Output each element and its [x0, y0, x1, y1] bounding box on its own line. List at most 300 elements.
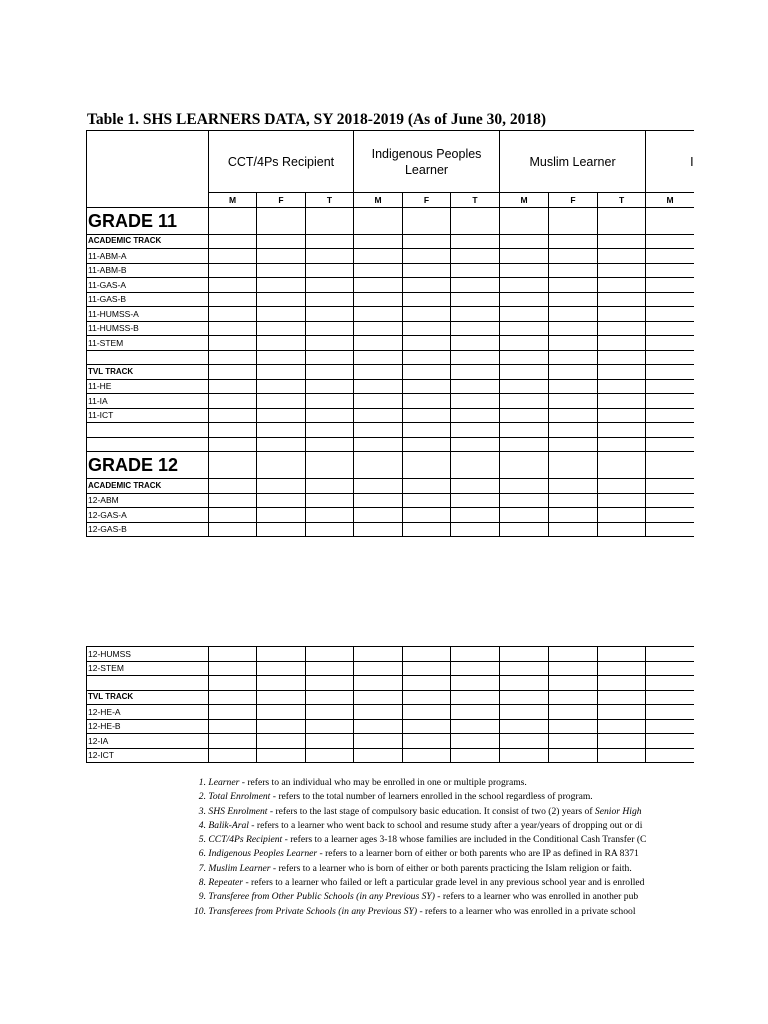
data-cell[interactable] — [403, 661, 451, 676]
data-cell[interactable] — [500, 307, 549, 322]
data-cell[interactable] — [451, 234, 500, 249]
data-cell[interactable] — [549, 365, 598, 380]
data-cell[interactable] — [549, 493, 598, 508]
data-cell[interactable] — [500, 734, 549, 749]
data-cell[interactable] — [549, 394, 598, 409]
data-cell[interactable] — [257, 676, 306, 691]
data-cell[interactable] — [403, 365, 451, 380]
data-cell[interactable] — [646, 394, 694, 409]
note-term-extra: Senior High — [594, 805, 642, 817]
data-cell[interactable] — [598, 207, 646, 234]
data-cell[interactable] — [500, 437, 549, 452]
data-cell[interactable] — [354, 292, 403, 307]
data-cell[interactable] — [451, 508, 500, 523]
data-cell[interactable] — [598, 234, 646, 249]
data-cell[interactable] — [500, 394, 549, 409]
data-cell[interactable] — [500, 292, 549, 307]
data-cell[interactable] — [209, 452, 257, 479]
data-cell[interactable] — [306, 676, 354, 691]
data-cell[interactable] — [598, 379, 646, 394]
data-cell[interactable] — [500, 234, 549, 249]
data-cell[interactable] — [451, 705, 500, 720]
data-cell[interactable] — [403, 321, 451, 336]
data-cell[interactable] — [257, 278, 306, 293]
data-cell[interactable] — [598, 522, 646, 537]
data-cell[interactable] — [306, 647, 354, 662]
data-cell[interactable] — [598, 479, 646, 494]
data-cell[interactable] — [549, 408, 598, 423]
data-cell[interactable] — [209, 234, 257, 249]
data-cell[interactable] — [209, 321, 257, 336]
data-cell[interactable] — [403, 379, 451, 394]
data-cell[interactable] — [257, 408, 306, 423]
data-cell[interactable] — [549, 508, 598, 523]
data-cell[interactable] — [354, 278, 403, 293]
data-cell[interactable] — [354, 207, 403, 234]
data-cell[interactable] — [209, 336, 257, 351]
data-cell[interactable] — [354, 479, 403, 494]
data-cell[interactable] — [257, 661, 306, 676]
data-cell[interactable] — [354, 661, 403, 676]
data-cell[interactable] — [598, 307, 646, 322]
data-cell[interactable] — [500, 522, 549, 537]
data-cell[interactable] — [598, 734, 646, 749]
sex-column-label: F — [257, 193, 306, 208]
data-cell[interactable] — [209, 493, 257, 508]
data-cell[interactable] — [646, 734, 695, 749]
data-cell[interactable] — [354, 249, 403, 264]
data-cell[interactable] — [646, 690, 695, 705]
data-grid — [86, 130, 694, 537]
data-cell[interactable] — [403, 748, 451, 763]
data-cell[interactable] — [403, 423, 451, 438]
data-cell[interactable] — [549, 437, 598, 452]
data-cell[interactable] — [403, 647, 451, 662]
data-cell[interactable] — [500, 379, 549, 394]
data-cell[interactable] — [500, 661, 549, 676]
data-cell[interactable] — [451, 452, 500, 479]
data-cell[interactable] — [403, 493, 451, 508]
data-cell[interactable] — [646, 263, 694, 278]
data-cell[interactable] — [306, 249, 354, 264]
data-cell[interactable] — [451, 408, 500, 423]
data-cell[interactable] — [403, 437, 451, 452]
data-cell[interactable] — [646, 207, 694, 234]
data-cell[interactable] — [306, 690, 354, 705]
data-cell[interactable] — [306, 437, 354, 452]
data-cell[interactable] — [646, 249, 694, 264]
data-cell[interactable] — [257, 379, 306, 394]
data-cell[interactable] — [403, 292, 451, 307]
data-cell[interactable] — [500, 452, 549, 479]
data-cell[interactable] — [257, 719, 306, 734]
data-cell[interactable] — [451, 394, 500, 409]
data-cell[interactable] — [549, 647, 598, 662]
data-cell[interactable] — [646, 705, 695, 720]
data-cell[interactable] — [354, 676, 403, 691]
data-cell[interactable] — [209, 661, 257, 676]
data-cell[interactable] — [500, 479, 549, 494]
data-cell[interactable] — [354, 522, 403, 537]
data-cell[interactable] — [598, 249, 646, 264]
data-cell[interactable] — [598, 350, 646, 365]
data-cell[interactable] — [500, 705, 549, 720]
data-cell[interactable] — [549, 336, 598, 351]
data-cell[interactable] — [257, 423, 306, 438]
data-cell[interactable] — [451, 748, 500, 763]
data-cell[interactable] — [549, 690, 598, 705]
data-cell[interactable] — [403, 479, 451, 494]
data-cell[interactable] — [354, 734, 403, 749]
data-cell[interactable] — [451, 719, 500, 734]
data-cell[interactable] — [500, 719, 549, 734]
data-cell[interactable] — [549, 379, 598, 394]
data-cell[interactable] — [646, 522, 694, 537]
data-cell[interactable] — [306, 705, 354, 720]
data-cell[interactable] — [646, 508, 694, 523]
data-cell[interactable] — [646, 379, 694, 394]
data-cell[interactable] — [209, 690, 257, 705]
data-cell[interactable] — [209, 734, 257, 749]
data-cell[interactable] — [646, 748, 695, 763]
data-cell[interactable] — [500, 408, 549, 423]
data-cell[interactable] — [257, 263, 306, 278]
data-cell[interactable] — [257, 365, 306, 380]
data-cell[interactable] — [500, 748, 549, 763]
row-label — [87, 437, 209, 452]
data-cell[interactable] — [257, 437, 306, 452]
data-cell[interactable] — [646, 479, 694, 494]
data-cell[interactable] — [598, 336, 646, 351]
data-cell[interactable] — [646, 452, 694, 479]
data-cell[interactable] — [549, 292, 598, 307]
data-cell[interactable] — [598, 647, 646, 662]
data-cell[interactable] — [209, 350, 257, 365]
data-cell[interactable] — [354, 365, 403, 380]
data-cell[interactable] — [257, 647, 306, 662]
data-cell[interactable] — [354, 350, 403, 365]
data-cell[interactable] — [549, 676, 598, 691]
data-cell[interactable] — [451, 734, 500, 749]
data-cell[interactable] — [549, 207, 598, 234]
data-cell[interactable] — [451, 479, 500, 494]
data-cell[interactable] — [257, 336, 306, 351]
data-cell[interactable] — [500, 278, 549, 293]
data-cell[interactable] — [306, 394, 354, 409]
data-cell[interactable] — [209, 437, 257, 452]
data-cell[interactable] — [451, 365, 500, 380]
data-cell[interactable] — [306, 321, 354, 336]
data-cell[interactable] — [306, 479, 354, 494]
data-cell[interactable] — [549, 748, 598, 763]
data-cell[interactable] — [451, 278, 500, 293]
data-cell[interactable] — [500, 676, 549, 691]
data-cell[interactable] — [549, 234, 598, 249]
data-cell[interactable] — [549, 705, 598, 720]
data-cell[interactable] — [403, 234, 451, 249]
data-cell[interactable] — [403, 307, 451, 322]
data-cell[interactable] — [646, 350, 694, 365]
data-cell[interactable] — [598, 437, 646, 452]
data-cell[interactable] — [500, 336, 549, 351]
data-cell[interactable] — [451, 522, 500, 537]
data-cell[interactable] — [257, 493, 306, 508]
data-cell[interactable] — [354, 493, 403, 508]
data-cell[interactable] — [598, 493, 646, 508]
data-cell[interactable] — [646, 676, 695, 691]
data-cell[interactable] — [598, 278, 646, 293]
data-cell[interactable] — [354, 394, 403, 409]
data-cell[interactable] — [403, 350, 451, 365]
data-cell[interactable] — [257, 690, 306, 705]
data-cell[interactable] — [209, 423, 257, 438]
data-cell[interactable] — [451, 321, 500, 336]
data-cell[interactable] — [598, 365, 646, 380]
data-cell[interactable] — [403, 249, 451, 264]
data-cell[interactable] — [549, 249, 598, 264]
data-cell[interactable] — [354, 408, 403, 423]
data-cell[interactable] — [500, 423, 549, 438]
data-cell[interactable] — [451, 379, 500, 394]
data-cell[interactable] — [354, 234, 403, 249]
row-label: 12-HUMSS — [87, 647, 209, 662]
data-cell[interactable] — [306, 734, 354, 749]
data-cell[interactable] — [306, 379, 354, 394]
data-cell[interactable] — [549, 263, 598, 278]
data-cell[interactable] — [598, 423, 646, 438]
data-cell[interactable] — [209, 365, 257, 380]
data-cell[interactable] — [403, 336, 451, 351]
section-row — [87, 508, 695, 523]
data-cell[interactable] — [257, 452, 306, 479]
data-cell[interactable] — [549, 479, 598, 494]
data-cell[interactable] — [598, 263, 646, 278]
data-cell[interactable] — [646, 336, 694, 351]
data-cell[interactable] — [549, 307, 598, 322]
data-cell[interactable] — [306, 408, 354, 423]
data-cell[interactable] — [598, 705, 646, 720]
data-cell[interactable] — [598, 452, 646, 479]
data-cell[interactable] — [451, 292, 500, 307]
data-cell[interactable] — [306, 493, 354, 508]
data-cell[interactable] — [306, 661, 354, 676]
data-cell[interactable] — [257, 292, 306, 307]
data-cell[interactable] — [209, 479, 257, 494]
data-cell[interactable] — [598, 748, 646, 763]
data-cell[interactable] — [257, 321, 306, 336]
data-cell[interactable] — [257, 508, 306, 523]
data-cell[interactable] — [354, 379, 403, 394]
data-cell[interactable] — [451, 676, 500, 691]
data-cell[interactable] — [598, 508, 646, 523]
data-cell[interactable] — [257, 234, 306, 249]
data-cell[interactable] — [451, 249, 500, 264]
data-cell[interactable] — [257, 249, 306, 264]
data-cell[interactable] — [500, 263, 549, 278]
data-cell[interactable] — [209, 292, 257, 307]
data-cell[interactable] — [306, 207, 354, 234]
data-cell[interactable] — [403, 690, 451, 705]
data-cell[interactable] — [209, 307, 257, 322]
data-cell[interactable] — [209, 249, 257, 264]
section-row — [87, 336, 695, 351]
data-cell[interactable] — [209, 522, 257, 537]
data-cell[interactable] — [403, 408, 451, 423]
data-cell[interactable] — [209, 278, 257, 293]
data-cell[interactable] — [598, 676, 646, 691]
data-cell[interactable] — [403, 734, 451, 749]
data-cell[interactable] — [257, 522, 306, 537]
note-text: - refers to a learner who went back to school and resume study after a year/years of dropping out or di — [248, 819, 643, 831]
data-cell[interactable] — [209, 647, 257, 662]
data-cell[interactable] — [209, 408, 257, 423]
data-cell[interactable] — [257, 207, 306, 234]
data-cell[interactable] — [209, 379, 257, 394]
data-cell[interactable] — [257, 394, 306, 409]
data-cell[interactable] — [646, 321, 694, 336]
data-cell[interactable] — [354, 452, 403, 479]
data-cell[interactable] — [354, 336, 403, 351]
data-cell[interactable] — [549, 350, 598, 365]
data-cell[interactable] — [306, 307, 354, 322]
data-cell[interactable] — [549, 522, 598, 537]
data-cell[interactable] — [354, 423, 403, 438]
data-cell[interactable] — [451, 493, 500, 508]
data-cell[interactable] — [354, 719, 403, 734]
data-cell[interactable] — [598, 661, 646, 676]
data-cell[interactable] — [451, 207, 500, 234]
data-cell[interactable] — [209, 748, 257, 763]
data-cell[interactable] — [451, 647, 500, 662]
data-cell[interactable] — [354, 263, 403, 278]
data-cell[interactable] — [646, 719, 695, 734]
data-cell[interactable] — [646, 423, 694, 438]
data-cell[interactable] — [209, 263, 257, 278]
data-cell[interactable] — [646, 408, 694, 423]
data-cell[interactable] — [306, 292, 354, 307]
data-cell[interactable] — [354, 508, 403, 523]
data-cell[interactable] — [403, 676, 451, 691]
data-cell[interactable] — [354, 307, 403, 322]
row-label — [87, 350, 209, 365]
data-cell[interactable] — [598, 408, 646, 423]
data-cell[interactable] — [354, 647, 403, 662]
data-cell[interactable] — [646, 437, 694, 452]
data-cell[interactable] — [451, 336, 500, 351]
data-cell[interactable] — [598, 292, 646, 307]
data-cell[interactable] — [451, 263, 500, 278]
data-cell[interactable] — [306, 423, 354, 438]
data-cell[interactable] — [549, 719, 598, 734]
data-cell[interactable] — [646, 234, 694, 249]
data-cell[interactable] — [646, 307, 694, 322]
data-cell[interactable] — [403, 719, 451, 734]
data-cell[interactable] — [549, 423, 598, 438]
data-cell[interactable] — [257, 479, 306, 494]
data-cell[interactable] — [451, 437, 500, 452]
data-cell[interactable] — [209, 719, 257, 734]
data-cell[interactable] — [257, 350, 306, 365]
data-cell[interactable] — [549, 661, 598, 676]
data-cell[interactable] — [598, 321, 646, 336]
data-cell[interactable] — [500, 207, 549, 234]
data-cell[interactable] — [549, 278, 598, 293]
data-cell[interactable] — [403, 278, 451, 293]
data-cell[interactable] — [306, 336, 354, 351]
data-cell[interactable] — [257, 748, 306, 763]
data-cell[interactable] — [549, 734, 598, 749]
data-cell[interactable] — [354, 321, 403, 336]
data-cell[interactable] — [209, 508, 257, 523]
data-cell[interactable] — [306, 278, 354, 293]
data-cell[interactable] — [500, 321, 549, 336]
data-cell[interactable] — [257, 734, 306, 749]
data-cell[interactable] — [403, 394, 451, 409]
data-cell[interactable] — [403, 522, 451, 537]
data-cell[interactable] — [646, 661, 695, 676]
data-cell[interactable] — [451, 307, 500, 322]
data-cell[interactable] — [646, 493, 694, 508]
data-cell[interactable] — [209, 207, 257, 234]
data-cell[interactable] — [306, 263, 354, 278]
data-cell[interactable] — [646, 365, 694, 380]
data-cell[interactable] — [646, 292, 694, 307]
data-cell[interactable] — [403, 705, 451, 720]
data-cell[interactable] — [451, 661, 500, 676]
data-cell[interactable] — [549, 452, 598, 479]
data-cell[interactable] — [257, 307, 306, 322]
data-cell[interactable] — [500, 647, 549, 662]
data-cell[interactable] — [209, 676, 257, 691]
data-cell[interactable] — [500, 508, 549, 523]
data-cell[interactable] — [209, 705, 257, 720]
data-cell[interactable] — [403, 452, 451, 479]
data-cell[interactable] — [500, 350, 549, 365]
data-cell[interactable] — [500, 690, 549, 705]
data-cell[interactable] — [306, 452, 354, 479]
data-cell[interactable] — [500, 249, 549, 264]
data-cell[interactable] — [646, 647, 695, 662]
data-cell[interactable] — [500, 365, 549, 380]
data-cell[interactable] — [500, 493, 549, 508]
data-cell[interactable] — [354, 748, 403, 763]
data-cell[interactable] — [306, 350, 354, 365]
data-cell[interactable] — [306, 234, 354, 249]
data-cell[interactable] — [451, 350, 500, 365]
data-cell[interactable] — [306, 522, 354, 537]
data-cell[interactable] — [403, 508, 451, 523]
data-cell[interactable] — [598, 394, 646, 409]
data-cell[interactable] — [451, 690, 500, 705]
data-cell[interactable] — [549, 321, 598, 336]
data-cell[interactable] — [209, 394, 257, 409]
data-cell[interactable] — [403, 207, 451, 234]
data-cell[interactable] — [354, 437, 403, 452]
data-cell[interactable] — [598, 719, 646, 734]
sex-column-label: M — [646, 193, 694, 208]
data-cell[interactable] — [306, 365, 354, 380]
data-cell[interactable] — [257, 705, 306, 720]
data-cell[interactable] — [451, 423, 500, 438]
data-cell[interactable] — [354, 690, 403, 705]
data-cell[interactable] — [306, 719, 354, 734]
data-cell[interactable] — [306, 748, 354, 763]
data-cell[interactable] — [403, 263, 451, 278]
data-cell[interactable] — [646, 278, 694, 293]
data-cell[interactable] — [598, 690, 646, 705]
data-cell[interactable] — [354, 705, 403, 720]
data-cell[interactable] — [306, 508, 354, 523]
